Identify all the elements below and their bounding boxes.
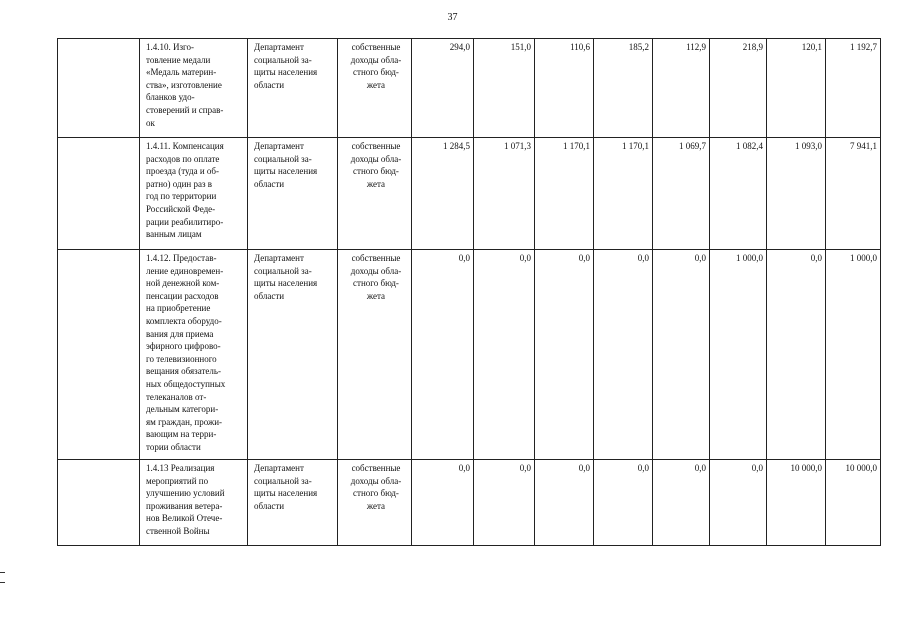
value-cell: 151,0 (474, 39, 535, 138)
table-row (58, 39, 881, 138)
department-cell: Департамент социальной за- щиты населения области (248, 460, 338, 546)
value-cell: 0,0 (412, 250, 474, 460)
value-cell: 0,0 (653, 250, 710, 460)
measure-name-cell: 1.4.13 Реализация мероприятий по улучшению условий проживания ветера- нов Великой Отече- ственной Войны (140, 460, 248, 546)
margin-mark (0, 572, 5, 573)
measure-name-cell: 1.4.11. Компенсация расходов по оплате проезда (туда и об- ратно) один раз в год по территории Российской Феде- рации реабилитиро- ванным лицам (140, 138, 248, 250)
value-cell: 1 069,7 (653, 138, 710, 250)
total-cell: 7 941,1 (826, 138, 881, 250)
table-row (58, 250, 881, 460)
value-cell: 112,9 (653, 39, 710, 138)
value-cell: 294,0 (412, 39, 474, 138)
total-cell: 10 000,0 (826, 460, 881, 546)
funding-source-cell: собственные доходы обла- стного бюд- жета (338, 460, 412, 546)
value-cell: 1 284,5 (412, 138, 474, 250)
value-cell: 0,0 (653, 460, 710, 546)
value-cell: 0,0 (594, 460, 653, 546)
department-cell: Департамент социальной за- щиты населения области (248, 138, 338, 250)
measure-name-cell: 1.4.12. Предостав- ление единовремен- ной денежной ком- пенсации расходов на приобретение комплекта оборудо- вания для приема эфирного цифрово- го телевизионного вещания обязатель- ных общедоступных телеканалов от- дельным категори- ям граждан, прожи- вающим на терри- тории области (140, 250, 248, 460)
page-number: 37 (447, 12, 458, 23)
table-body (58, 39, 881, 546)
empty-cell (58, 250, 140, 460)
value-cell: 1 071,3 (474, 138, 535, 250)
value-cell: 0,0 (767, 250, 826, 460)
empty-cell (58, 39, 140, 138)
funding-source-cell: собственные доходы обла- стного бюд- жета (338, 39, 412, 138)
value-cell: 1 082,4 (710, 138, 767, 250)
value-cell: 110,6 (535, 39, 594, 138)
margin-mark (0, 582, 5, 583)
value-cell: 0,0 (535, 460, 594, 546)
value-cell: 1 170,1 (535, 138, 594, 250)
table-row (58, 138, 881, 250)
department-cell: Департамент социальной за- щиты населения области (248, 39, 338, 138)
measure-name-cell: 1.4.10. Изго- товление медали «Медаль материн- ства», изготовление бланков удо- стоверений и справ- ок (140, 39, 248, 138)
empty-cell (58, 460, 140, 546)
value-cell: 1 093,0 (767, 138, 826, 250)
value-cell: 0,0 (535, 250, 594, 460)
funding-source-cell: собственные доходы обла- стного бюд- жета (338, 138, 412, 250)
value-cell: 218,9 (710, 39, 767, 138)
value-cell: 1 000,0 (710, 250, 767, 460)
empty-cell (58, 138, 140, 250)
funding-source-cell: собственные доходы обла- стного бюд- жета (338, 250, 412, 460)
value-cell: 0,0 (474, 460, 535, 546)
value-cell: 0,0 (710, 460, 767, 546)
program-table (57, 38, 881, 546)
value-cell: 0,0 (594, 250, 653, 460)
value-cell: 1 170,1 (594, 138, 653, 250)
value-cell: 0,0 (412, 460, 474, 546)
table-row (58, 460, 881, 546)
total-cell: 1 000,0 (826, 250, 881, 460)
value-cell: 120,1 (767, 39, 826, 138)
total-cell: 1 192,7 (826, 39, 881, 138)
value-cell: 10 000,0 (767, 460, 826, 546)
value-cell: 0,0 (474, 250, 535, 460)
value-cell: 185,2 (594, 39, 653, 138)
department-cell: Департамент социальной за- щиты населения области (248, 250, 338, 460)
